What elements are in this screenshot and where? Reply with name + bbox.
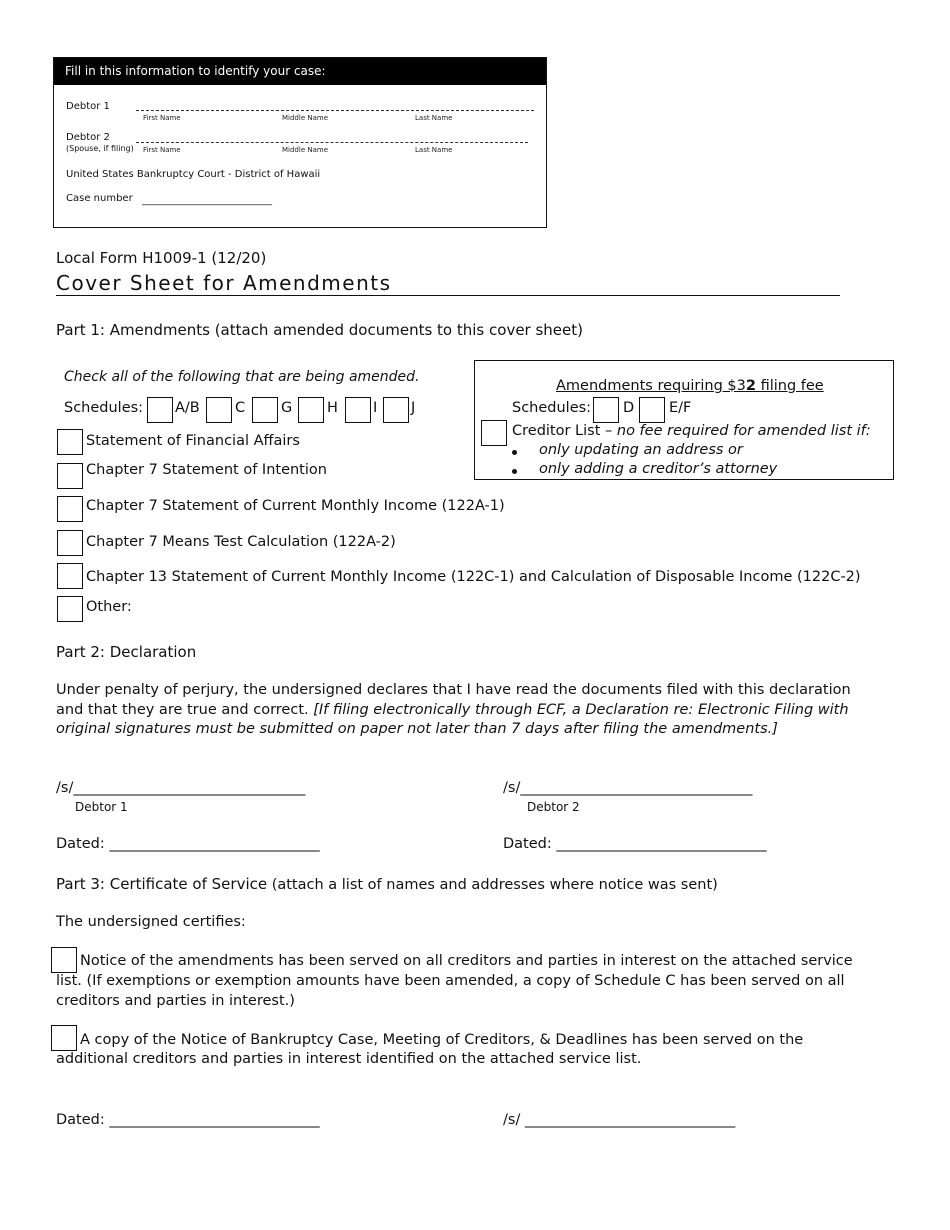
schedule-c-label: C <box>235 400 246 416</box>
service-sig-underline: _____________________________ <box>524 1112 736 1128</box>
declaration-line-3: original signatures must be submitted on paper not later than 7 days after filing the amendments.] <box>56 721 778 737</box>
declaration-line-2-plain: and that they are true and correct. <box>56 702 314 718</box>
part3-heading-note: (attach a list of names and addresses where notice was sent) <box>267 877 718 893</box>
fee-bullet-1: only updating an address or <box>539 442 743 458</box>
debtor1-sig-prefix: /s/ <box>56 780 74 796</box>
part2-heading: Part 2: Declaration <box>56 643 197 661</box>
bankruptcy-notice-checkbox[interactable] <box>51 1025 77 1051</box>
filing-fee-box <box>474 360 894 480</box>
bankruptcy-notice-line-1: A copy of the Notice of Bankruptcy Case, Meeting of Creditors, & Deadlines has been served on the <box>80 1032 804 1048</box>
creditor-list-checkbox[interactable] <box>481 420 507 446</box>
item-ch7-intention-checkbox[interactable] <box>57 463 83 489</box>
notice-served-line-3: creditors and parties in interest.) <box>56 993 295 1009</box>
bullet-icon <box>512 469 517 474</box>
creditor-list-note: no fee required for amended list if: <box>616 423 871 439</box>
debtor2-middle-name-label: Middle Name <box>282 146 328 154</box>
notice-served-line-2: list. (If exemptions or exemption amounts have been amended, a copy of Schedule C has been served on all <box>56 973 845 989</box>
schedule-d-label: D <box>623 400 635 416</box>
undersigned-certifies: The undersigned certifies: <box>56 914 246 930</box>
bankruptcy-notice-line-2: additional creditors and parties in interest identified on the attached service list. <box>56 1051 642 1067</box>
debtor2-sig-caption: Debtor 2 <box>527 800 580 814</box>
schedules-label: Schedules: <box>64 400 144 416</box>
service-sig-prefix: /s/ <box>503 1112 525 1128</box>
fee-box-title-b: 2 <box>745 378 756 394</box>
dated-underline: _____________________________ <box>109 836 320 852</box>
debtor1-sig-underline: ________________________________ <box>73 780 306 796</box>
item-ch7-intention-label: Chapter 7 Statement of Intention <box>86 462 327 478</box>
part1-heading-note: (attach amended documents to this cover sheet) <box>209 321 583 339</box>
declaration-line-2 <box>56 702 849 718</box>
part3-heading <box>56 875 718 893</box>
schedule-h-label: H <box>327 400 338 416</box>
debtor1-last-name-label: Last Name <box>415 114 453 122</box>
schedule-g-checkbox[interactable] <box>252 397 278 423</box>
notice-served-line-1: Notice of the amendments has been served on all creditors and parties in interest on the attached service <box>80 953 853 969</box>
item-ch7-means-test-label: Chapter 7 Means Test Calculation (122A-2) <box>86 534 396 550</box>
fee-box-title-c: filing fee <box>755 378 824 394</box>
service-dated-line[interactable] <box>56 1112 320 1128</box>
creditor-list-label: Creditor List – <box>512 423 617 439</box>
debtor1-label: Debtor 1 <box>66 101 110 112</box>
service-dated-label: Dated: <box>56 1112 110 1128</box>
debtor2-label: Debtor 2 <box>66 132 110 143</box>
schedule-i-label: I <box>373 400 378 416</box>
debtor2-dated-line[interactable] <box>503 836 767 852</box>
dated-label: Dated: <box>56 836 110 852</box>
debtor1-sig-caption: Debtor 1 <box>75 800 128 814</box>
notice-served-checkbox[interactable] <box>51 947 77 973</box>
debtor1-first-name-label: First Name <box>143 114 181 122</box>
fee-box-title <box>556 378 824 394</box>
debtor2-sig-underline: ________________________________ <box>520 780 753 796</box>
item-ch7-monthly-income-checkbox[interactable] <box>57 496 83 522</box>
schedule-ab-checkbox[interactable] <box>147 397 173 423</box>
creditor-list-text <box>512 423 871 439</box>
debtor2-name-line[interactable] <box>136 142 528 143</box>
debtor2-spouse-label: (Spouse, if filing) <box>66 144 134 153</box>
schedule-d-checkbox[interactable] <box>593 397 619 423</box>
item-financial-affairs-label: Statement of Financial Affairs <box>86 433 300 449</box>
debtor2-signature-line[interactable] <box>503 780 752 796</box>
debtor2-sig-prefix: /s/ <box>503 780 521 796</box>
schedule-c-checkbox[interactable] <box>206 397 232 423</box>
title-underline <box>56 295 840 296</box>
debtor1-signature-line[interactable] <box>56 780 305 796</box>
case-number-label: Case number <box>66 193 133 204</box>
schedule-j-checkbox[interactable] <box>383 397 409 423</box>
declaration-line-1: Under penalty of perjury, the undersigned declares that I have read the documents filed with this declaration <box>56 682 851 698</box>
item-ch7-means-test-checkbox[interactable] <box>57 530 83 556</box>
debtor2-last-name-label: Last Name <box>415 146 453 154</box>
court-name: United States Bankruptcy Court - District of Hawaii <box>66 169 321 180</box>
fee-box-title-a: Amendments requiring $3 <box>556 378 746 394</box>
debtor2-first-name-label: First Name <box>143 146 181 154</box>
schedule-ef-label: E/F <box>669 400 692 416</box>
part1-instruction: Check all of the following that are being amended. <box>64 369 420 385</box>
fee-schedules-label: Schedules: <box>512 400 592 416</box>
item-other-label: Other: <box>86 599 132 615</box>
debtor1-dated-line[interactable] <box>56 836 320 852</box>
dated-underline: _____________________________ <box>556 836 767 852</box>
case-info-header: Fill in this information to identify your case: <box>54 58 546 85</box>
schedule-i-checkbox[interactable] <box>345 397 371 423</box>
item-ch13-income-checkbox[interactable] <box>57 563 83 589</box>
case-number-line[interactable]: __________________________ <box>142 195 272 206</box>
debtor1-middle-name-label: Middle Name <box>282 114 328 122</box>
item-financial-affairs-checkbox[interactable] <box>57 429 83 455</box>
declaration-line-2-italic: [If filing electronically through ECF, a Declaration re: Electronic Filing with <box>313 702 849 718</box>
service-dated-underline: _____________________________ <box>109 1112 320 1128</box>
item-ch13-income-label: Chapter 13 Statement of Current Monthly Income (122C-1) and Calculation of Disposable Income (122C-2) <box>86 569 861 585</box>
bullet-icon <box>512 450 517 455</box>
form-id: Local Form H1009-1 (12/20) <box>56 249 267 267</box>
case-info-box <box>53 57 547 228</box>
dated-label: Dated: <box>503 836 557 852</box>
part1-heading-title: Part 1: Amendments <box>56 321 210 339</box>
schedule-ef-checkbox[interactable] <box>639 397 665 423</box>
schedule-h-checkbox[interactable] <box>298 397 324 423</box>
schedule-ab-label: A/B <box>175 400 200 416</box>
service-signature-line[interactable] <box>503 1112 735 1128</box>
schedule-g-label: G <box>281 400 293 416</box>
schedule-j-label: J <box>411 400 416 416</box>
part1-heading <box>56 321 583 339</box>
part3-heading-title: Part 3: Certificate of Service <box>56 875 268 893</box>
fee-bullet-2: only adding a creditor’s attorney <box>539 461 778 477</box>
debtor1-name-line[interactable] <box>136 110 534 111</box>
form-title: Cover Sheet for Amendments <box>56 271 392 295</box>
item-other-checkbox[interactable] <box>57 596 83 622</box>
item-ch7-monthly-income-label: Chapter 7 Statement of Current Monthly Income (122A-1) <box>86 498 505 514</box>
